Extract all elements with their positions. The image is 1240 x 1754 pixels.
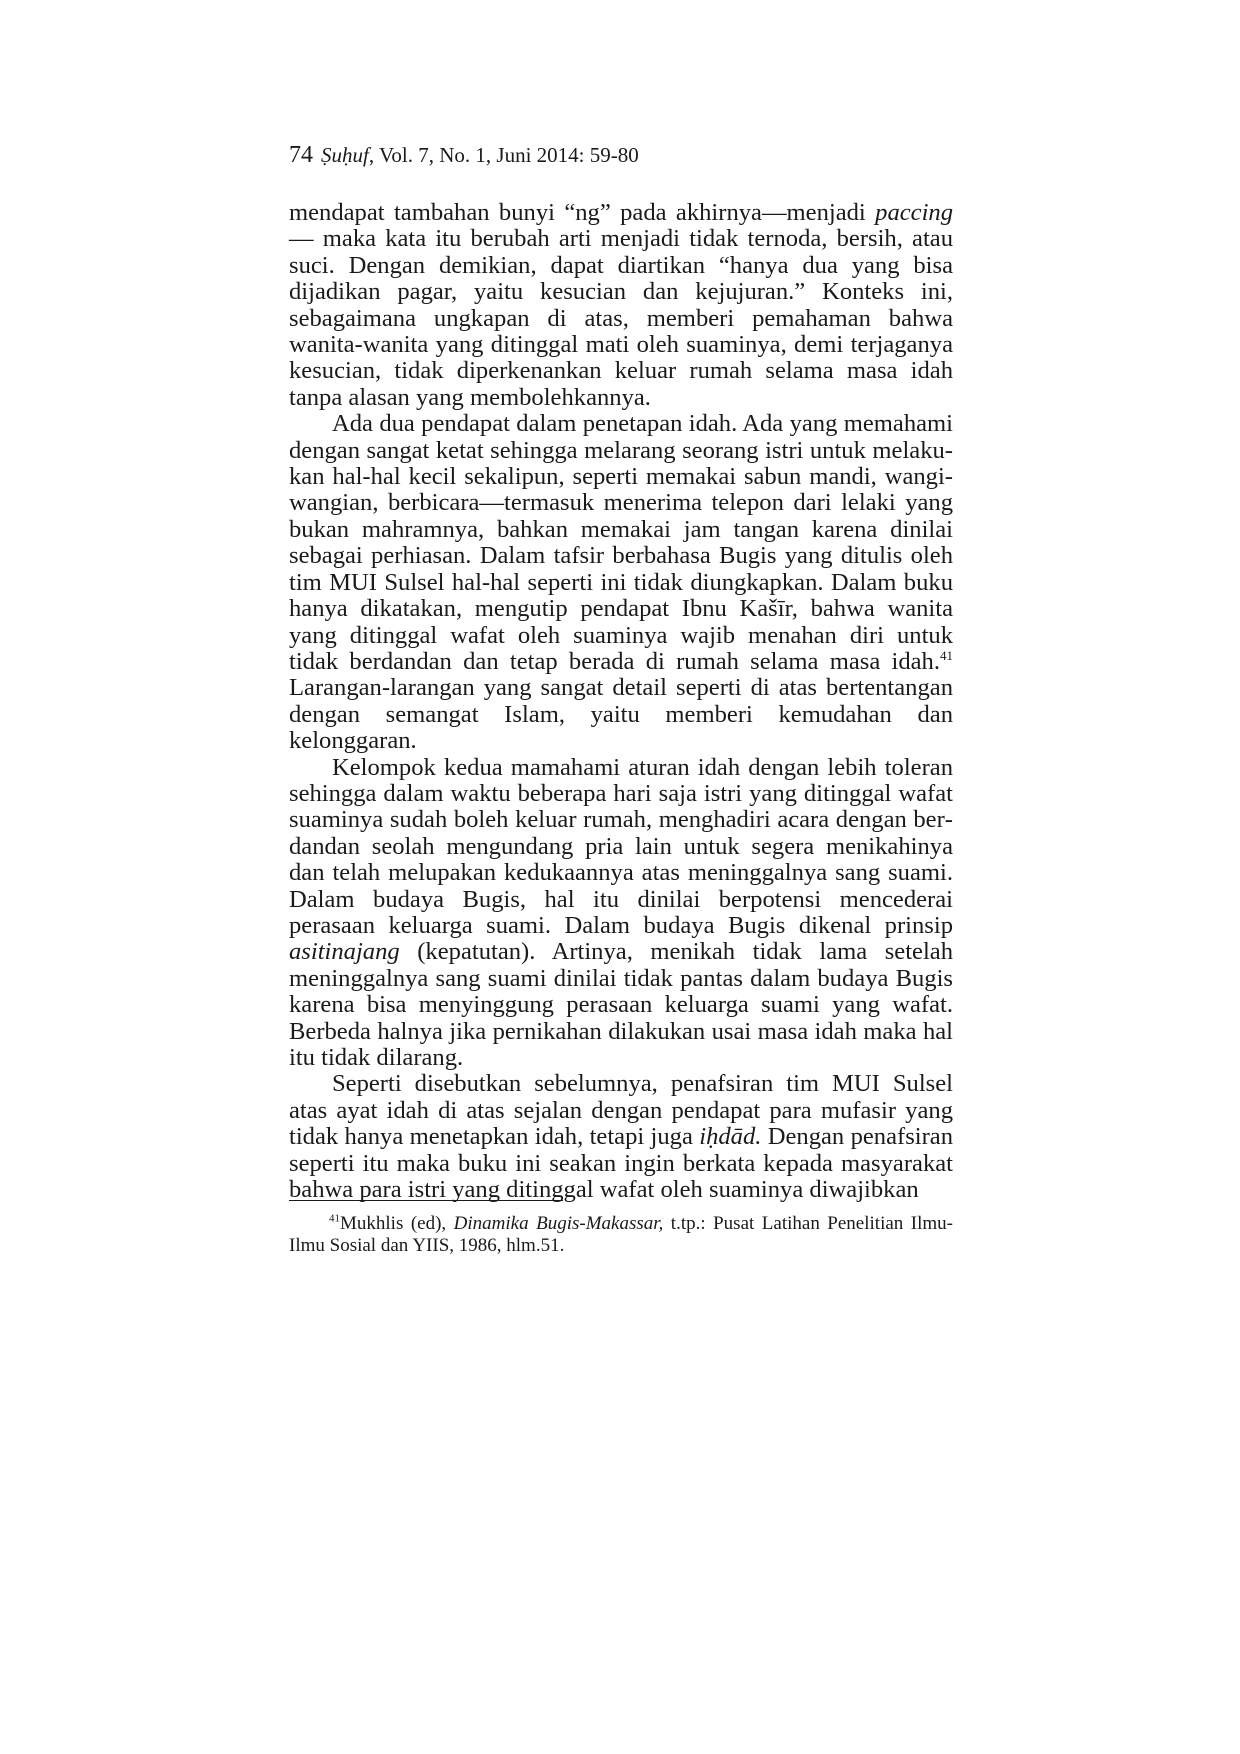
paragraph-1 (289, 200, 953, 411)
footnote-author: Mukhlis (ed), (340, 1213, 454, 1234)
term-asitinajang: asitinajang (289, 938, 400, 966)
footnote-title: Dinamika Bugis-Makassar, (453, 1213, 664, 1234)
body-text (289, 200, 953, 1203)
paragraph-3-text-a: Kelompok kedua mamahami aturan idah dengan lebih toleran sehingga dalam waktu beberapa hari saja istri yang ditinggal wafat suaminya sudah boleh keluar rumah, menghadiri acara dengan berdandan seolah mengundang pria lain untuk segera menikahinya dan telah melupakan kedukaannya atas meninggalnya sang suami. Dalam budaya Bugis, hal itu dinilai berpotensi mencederai perasaan keluarga suami. Dalam budaya Bugis dikenal prinsip (289, 753, 953, 939)
journal-name: Ṣuḥuf (321, 143, 369, 167)
page-number: 74 (289, 142, 313, 168)
footnote-reference[interactable]: 41 (940, 647, 953, 663)
footnote-number: 41 (329, 1212, 340, 1225)
paragraph-2 (289, 411, 953, 754)
paragraph-4 (289, 1071, 953, 1203)
paragraph-3 (289, 755, 953, 1072)
paragraph-4-text-c: Dengan penafsiran seperti itu maka buku ini seakan ingin berkata kepada masyarakat bahwa para istri yang ditinggal wafat oleh suaminya diwajibkan (289, 1123, 953, 1204)
paragraph-2-text-a: Ada dua pendapat dalam penetapan idah. Ada yang memahami dengan sangat ketat sehingga melarang seorang istri untuk melakukan hal-hal kecil sekalipun, seperti memakai sabun mandi, wangi-wangian, berbicara—termasuk menerima telepon dari lelaki yang bukan mahramnya, bahkan memakai jam tangan karena dinilai sebagai perhiasan. Dalam tafsir berbahasa Bugis yang ditulis oleh tim MUI Sulsel hal-hal seperti ini tidak diungkapkan. Dalam buku hanya dikatakan, mengutip pendapat Ibnu Kašīr, bahwa wanita yang ditinggal wafat oleh suaminya wajib menahan diri untuk tidak berdandan dan tetap berada di rumah selama masa idah. (289, 410, 953, 675)
term-paccing: paccing (875, 199, 953, 226)
paragraph-3-text-c: (kepatutan). Artinya, menikah tidak lama setelah meninggalnya sang suami dinilai tidak pantas dalam budaya Bugis karena bisa menyinggung perasaan keluarga suami yang wafat. Berbeda halnya jika pernikahan dilakukan usai masa idah maka hal itu tidak dilarang. (289, 938, 953, 1071)
paragraph-4-text-a: Seperti disebutkan sebelumnya, penafsiran tim MUI Sulsel atas ayat idah di atas sejalan dengan pendapat para mufasir yang tidak hanya menetapkan idah, tetapi juga (289, 1070, 953, 1151)
paragraph-1-text-c: — maka kata itu berubah arti menjadi tidak ternoda, bersih, atau suci. Dengan demikian, dapat diartikan “hanya dua yang bisa dijadikan pagar, yaitu kesucian dan kejujuran.” Konteks ini, sebagaimana ungkapan di atas, memberi pemahaman bahwa wanita-wanita yang ditinggal mati oleh suaminya, demi terjaganya kesucian, tidak diperkenankan keluar rumah selama masa idah tanpa alasan yang membolehkannya. (289, 225, 953, 411)
paragraph-1-text-a: mendapat tambahan bunyi “ng” pada akhirnya—menjadi (289, 199, 876, 226)
footnote (289, 1213, 953, 1257)
running-header (289, 142, 639, 168)
paragraph-2-text-b: Larangan-larangan yang sangat detail seperti di atas bertentangan dengan semangat Islam, yaitu memberi kemudahan dan kelonggaran. (289, 674, 953, 755)
journal-citation: , Vol. 7, No. 1, Juni 2014: 59-80 (368, 143, 639, 167)
term-ihdad: iḥdād. (699, 1123, 762, 1151)
footnote-divider (289, 1200, 563, 1201)
footnote-publication: t.tp.: Pusat Latihan Penelitian Ilmu-Ilmu Sosial dan YIIS, 1986, hlm.51. (289, 1213, 953, 1256)
